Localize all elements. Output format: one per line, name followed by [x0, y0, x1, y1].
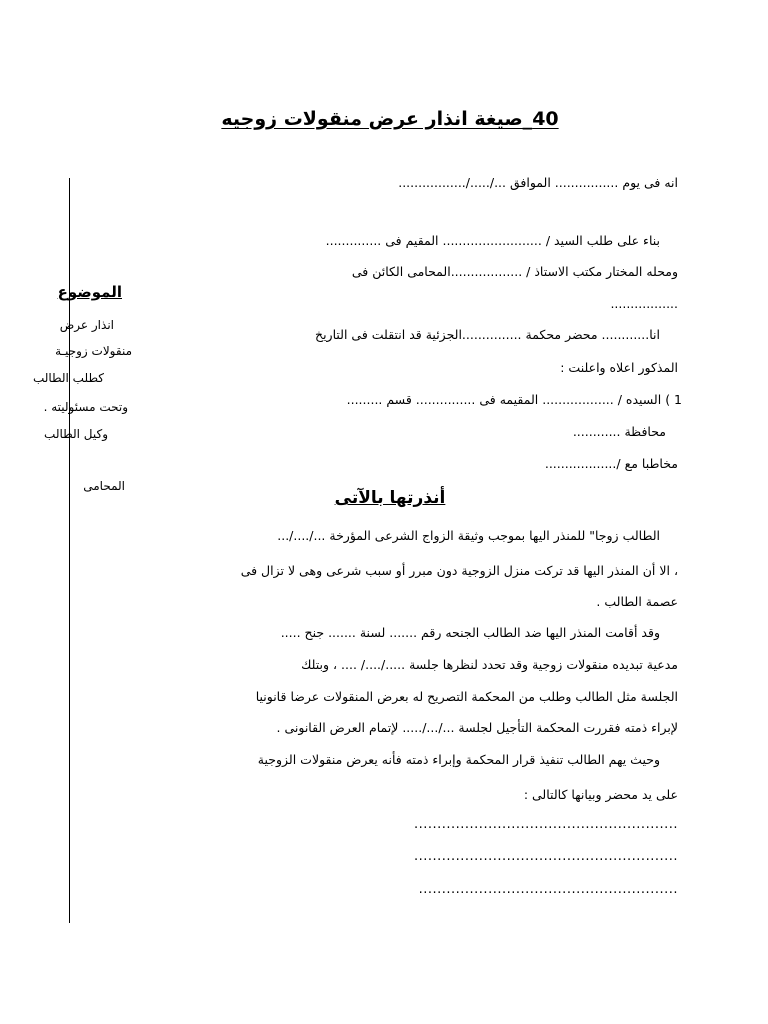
intro-line: ومحله المختار مكتب الاستاذ / ..................المحامى الكائن فى — [351, 264, 678, 279]
notice-line: الطالب زوجا" للمنذر اليها بموجب وثيقة الزواج الشرعى المؤرخة .../..../... — [277, 528, 660, 543]
intro-line: بناء على طلب السيد / ......................... المقيم فى .............. — [325, 233, 660, 248]
item-dots-line: ......................................................... — [413, 849, 678, 864]
sidebar-line: وتحت مسئوليته . — [43, 400, 128, 414]
sidebar-line: وكيل الطالب — [44, 427, 108, 441]
sidebar-line: انذار عرض — [59, 318, 114, 332]
intro-line: محافظة ............ — [572, 424, 666, 439]
page-title: 40_صيغة انذار عرض منقولات زوجيه — [221, 108, 559, 130]
intro-line: ................. — [610, 296, 678, 311]
notice-line: على يد محضر وبيانها كالتالى : — [523, 787, 678, 802]
notice-line: وحيث يهم الطالب تنفيذ قرار المحكمة وإبراء ذمته فأنه يعرض منقولات الزوجية — [257, 752, 660, 767]
notice-line: الجلسة مثل الطالب وطلب من المحكمة التصريح له بعرض المنقولات عرضا قانونيا — [255, 689, 678, 704]
item-dots-line: ......................................................... — [413, 817, 678, 832]
sidebar-line: كطلب الطالب — [32, 371, 104, 385]
notice-line: ، الا أن المنذر اليها قد تركت منزل الزوجية دون مبرر أو سبب شرعى وهى لا تزال فى — [240, 563, 678, 578]
intro-line: انه فى يوم ................ الموافق .../...../................. — [398, 175, 678, 190]
sidebar-line: المحامى — [83, 479, 125, 493]
sidebar-line: منقولات زوجيـة — [55, 344, 132, 358]
intro-line: المذكور اعلاه واعلنت : — [560, 360, 678, 375]
notice-line: وقد أقامت المنذر اليها ضد الطالب الجنحه رقم ....... لسنة ....... جنح ..... — [280, 625, 660, 640]
intro-line: مخاطبا مع /.................. — [544, 456, 678, 471]
notice-line: مدعية تبديده منقولات زوجية وقد تحدد لنظرها جلسة ...../..../ .... ، وبتلك — [301, 657, 678, 672]
intro-line: انا............ محضر محكمة ...............الجزئية قد انتقلت فى التاريخ — [315, 327, 660, 342]
sidebar-heading: الموضوع — [57, 283, 122, 301]
item-dots-line: ........................................................ — [418, 882, 678, 897]
notice-line: لإبراء ذمته فقررت المحكمة التأجيل لجلسة .../.../..... لإتمام العرض القانونى . — [276, 720, 678, 735]
intro-line: 1 ) السيده / .................. المقيمه فى ............... قسم ......... — [346, 392, 682, 407]
notice-line: عصمة الطالب . — [596, 594, 678, 609]
section-heading: أنذرتها بالآتى — [334, 488, 446, 508]
